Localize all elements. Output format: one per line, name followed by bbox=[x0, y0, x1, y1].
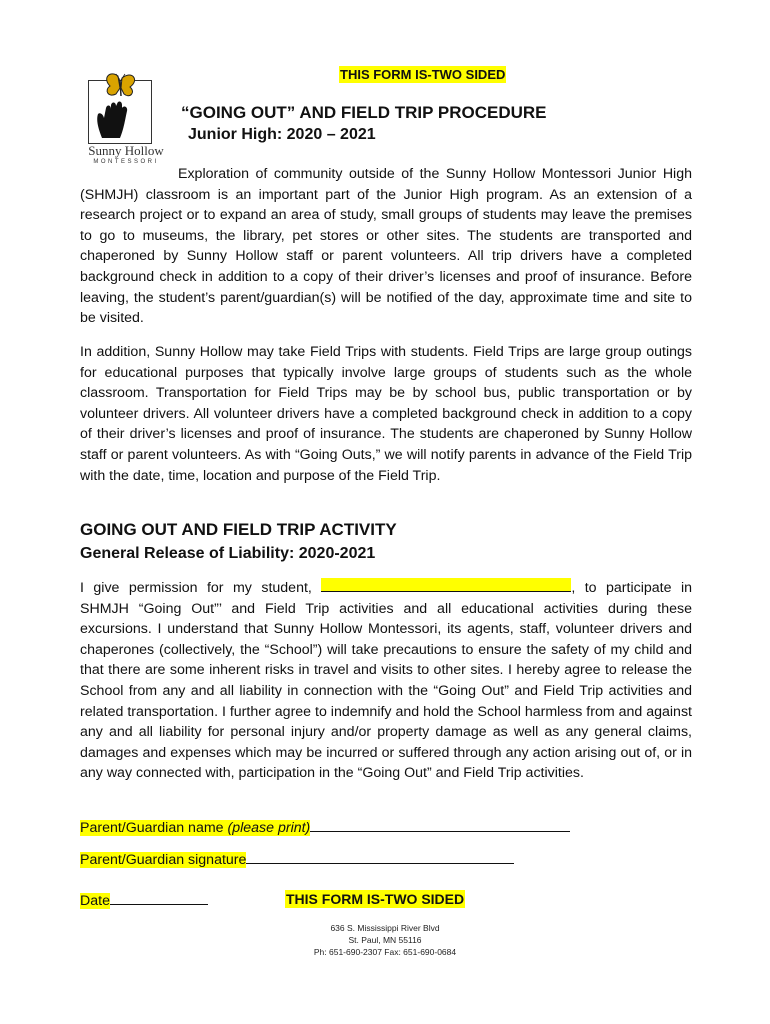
guardian-signature-field[interactable] bbox=[246, 850, 514, 864]
guardian-name-hint: (please print) bbox=[227, 820, 311, 836]
hand-icon bbox=[97, 101, 127, 138]
footer-city: St. Paul, MN 55116 bbox=[348, 935, 422, 945]
section-heading: GOING OUT AND FIELD TRIP ACTIVITY bbox=[80, 520, 397, 539]
guardian-signature-row bbox=[80, 850, 514, 869]
paragraph-field-trips: In addition, Sunny Hollow may take Field Trips with students. Field Trips are large group outings for educational purposes that typically involve large groups of students such as the whole classroom. Transportation for Field Trips may be by school bus, public transportation or by volunteer drivers. All volunteer drivers have a completed background check in addition to a copy of their driver’s licenses and proof of insurance. The students are chaperoned by Sunny Hollow staff or parent volunteers. As with “Going Outs,” we will notify parents in advance of the Field Trip with the date, time, location and purpose of the Field Trip. bbox=[80, 344, 692, 484]
footer-address: 636 S. Mississippi River Blvd bbox=[330, 923, 440, 933]
bottom-banner: THIS FORM IS-TWO SIDED bbox=[286, 891, 465, 907]
guardian-name-label-text: Parent/Guardian name bbox=[80, 820, 228, 836]
guardian-signature-label: Parent/Guardian signature bbox=[80, 852, 247, 868]
section-subheading: General Release of Liability: 2020-2021 bbox=[80, 545, 376, 562]
butterfly-hand-icon bbox=[80, 72, 172, 144]
logo-name: Sunny Hollow bbox=[88, 143, 164, 158]
page-subtitle: Junior High: 2020 – 2021 bbox=[188, 126, 376, 143]
release-text-start: I give permission for my student, bbox=[80, 580, 322, 596]
top-banner: THIS FORM IS-TWO SIDED bbox=[340, 67, 506, 82]
logo-subtitle: MONTESSORI bbox=[93, 159, 159, 165]
date-row bbox=[80, 891, 208, 910]
date-field[interactable] bbox=[110, 891, 208, 905]
guardian-name-row bbox=[80, 818, 570, 837]
butterfly-icon bbox=[107, 74, 135, 96]
footer-phone: Ph: 651-690-2307 Fax: 651-690-0684 bbox=[313, 947, 457, 957]
guardian-name-label bbox=[80, 820, 310, 836]
school-logo bbox=[80, 72, 172, 174]
release-text-rest: , to participate in SHMJH “Going Out”’ and Field Trip activities and all educational activities during these excursions. I understand that Sunny Hollow Montessori, its agents, staff, volunteer drivers and chaperones (collectively, the “School”) will take precautions to ensure the safety of my child and that there are some inherent risks in travel and visits to other sites. I hereby agree to release the School from any and all liability in connection with the “Going Out” and Field Trip activities and related transportation. I further agree to indemnify and hold the School harmless from and against any and all liability for personal injury and/or property damage as well as any general claims, damages and expenses which may be incurred or suffered through any action arising out of, or in any way connected with, participation in the “Going Out” and Field Trip activities. bbox=[80, 580, 692, 782]
paragraph-going-out: Exploration of community outside of the Sunny Hollow Montessori Junior High (SHMJH) classroom is an important part of the Junior High program. As an extension of a research project or to expand an area of study, small groups of students may leave the premises to go to museums, the library, pet stores or other sites. The students are transported and chaperoned by Sunny Hollow staff or parent volunteers. All trip drivers have a completed background check in addition to a copy of their driver’s licenses and proof of insurance. Before leaving, the student’s parent/guardian(s) will be notified of the day, approximate time and site to be visited. bbox=[80, 166, 692, 327]
date-label: Date bbox=[80, 893, 110, 909]
release-paragraph bbox=[80, 578, 692, 784]
student-name-field[interactable] bbox=[321, 578, 571, 592]
guardian-name-field[interactable] bbox=[310, 818, 570, 832]
page-title: “GOING OUT” AND FIELD TRIP PROCEDURE bbox=[181, 103, 547, 122]
